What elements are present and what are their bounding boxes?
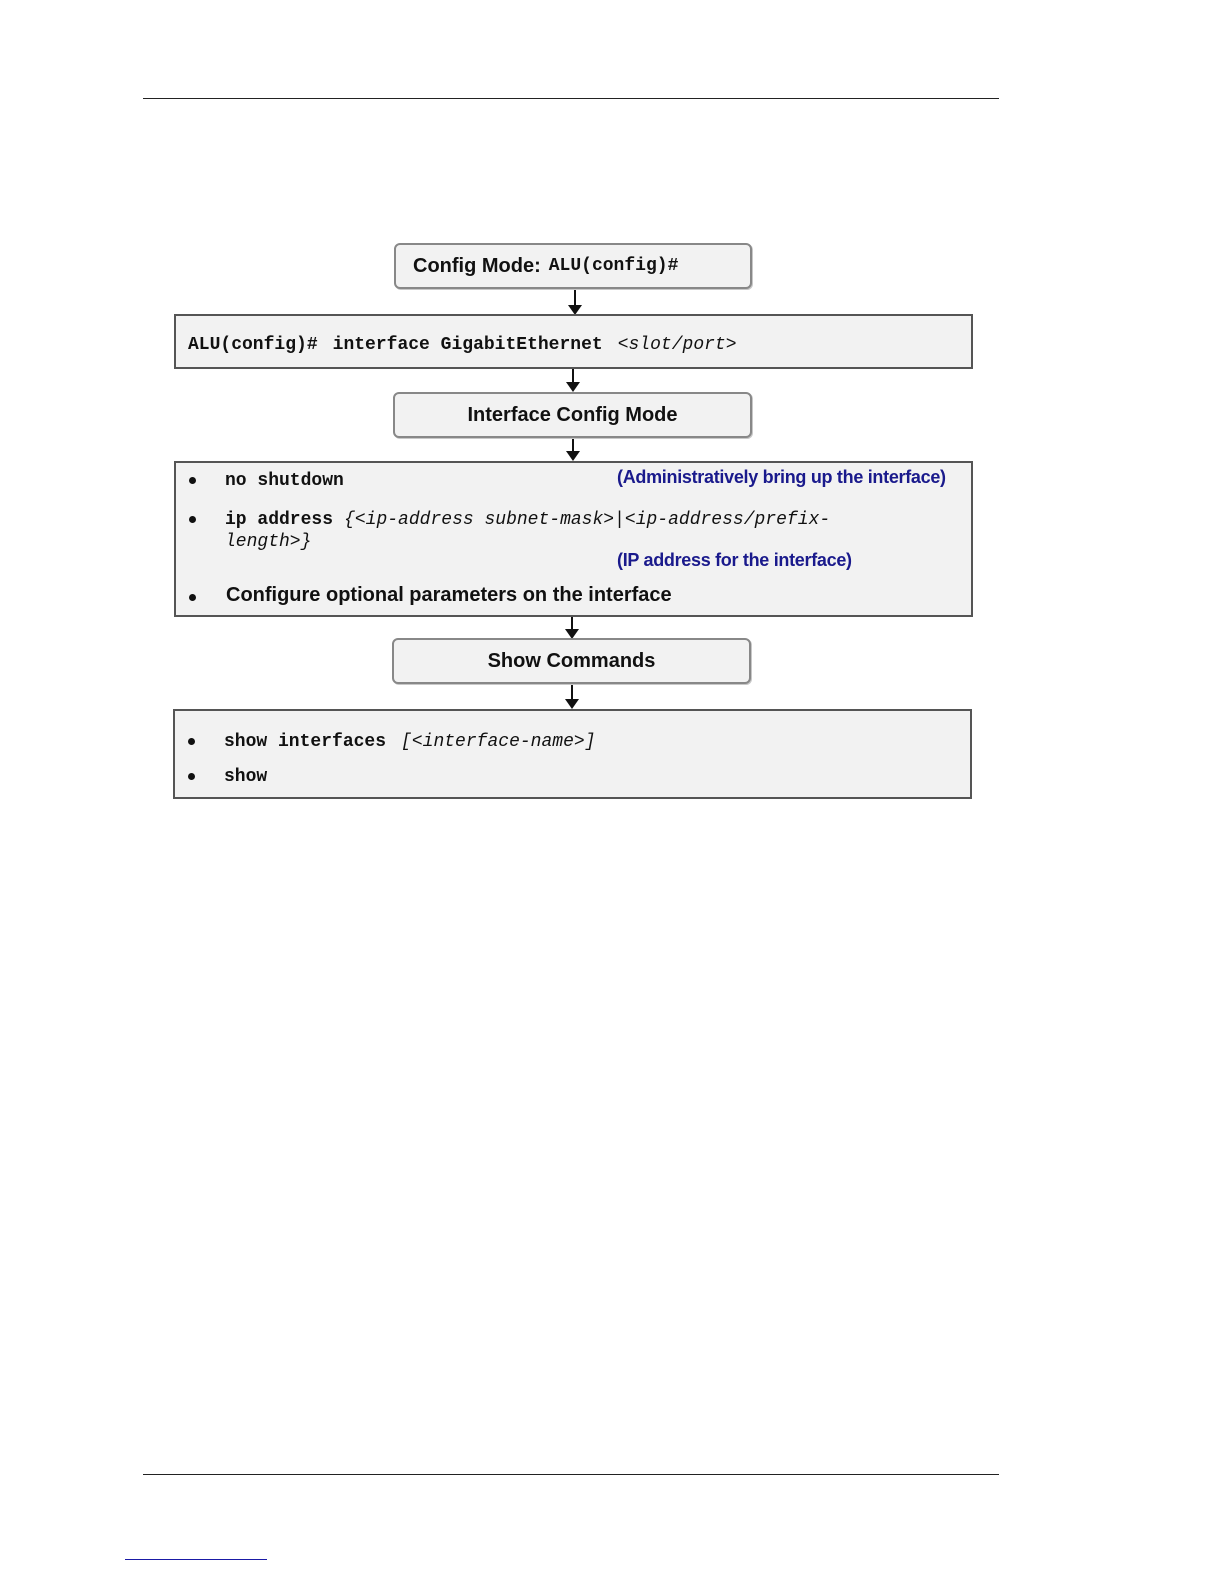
show-commands-box	[392, 638, 751, 684]
interface-command-text: interface GigabitEthernet	[332, 335, 603, 355]
ip-address-note: (IP address for the interface)	[617, 550, 852, 570]
interface-command-arg: <slot/port>	[617, 335, 737, 355]
flow-arrow	[568, 290, 582, 315]
footer-rule	[143, 1474, 999, 1475]
interface-steps-box	[174, 461, 973, 617]
config-mode-label: Config Mode:	[413, 254, 541, 277]
interface-config-mode-box	[393, 392, 752, 438]
show-interfaces-arg: [<interface-name>]	[401, 732, 596, 752]
interface-command-prompt: ALU(config)#	[188, 335, 318, 355]
show-steps-box	[173, 709, 972, 799]
flow-arrow	[565, 617, 579, 639]
bullet-icon	[188, 738, 195, 745]
ip-address-command: ip address	[225, 510, 334, 530]
bullet-icon	[188, 773, 195, 780]
interface-command-box	[174, 314, 973, 369]
ip-address-args-continued: length>}	[225, 532, 312, 552]
footer-link-underline	[125, 1559, 267, 1560]
ip-address-args: {<ip-address subnet-mask>|<ip-address/prefix-	[344, 510, 831, 530]
interface-config-mode-label: Interface Config Mode	[467, 403, 678, 426]
show-commands-label: Show Commands	[487, 649, 656, 672]
optional-parameters-text: Configure optional parameters on the interface	[226, 584, 672, 606]
header-rule	[143, 98, 999, 99]
no-shutdown-command: no shutdown	[225, 471, 344, 491]
show-interfaces-command: show interfaces	[224, 732, 387, 752]
flow-arrow	[566, 439, 580, 461]
flow-arrow	[565, 685, 579, 709]
config-mode-prompt: ALU(config)#	[548, 256, 679, 276]
bullet-icon	[189, 516, 196, 523]
no-shutdown-note: (Administratively bring up the interface)	[617, 467, 946, 487]
flow-arrow	[566, 369, 580, 392]
show-command: show	[224, 767, 268, 787]
bullet-icon	[189, 477, 196, 484]
config-mode-box	[394, 243, 752, 289]
bullet-icon	[189, 594, 196, 601]
